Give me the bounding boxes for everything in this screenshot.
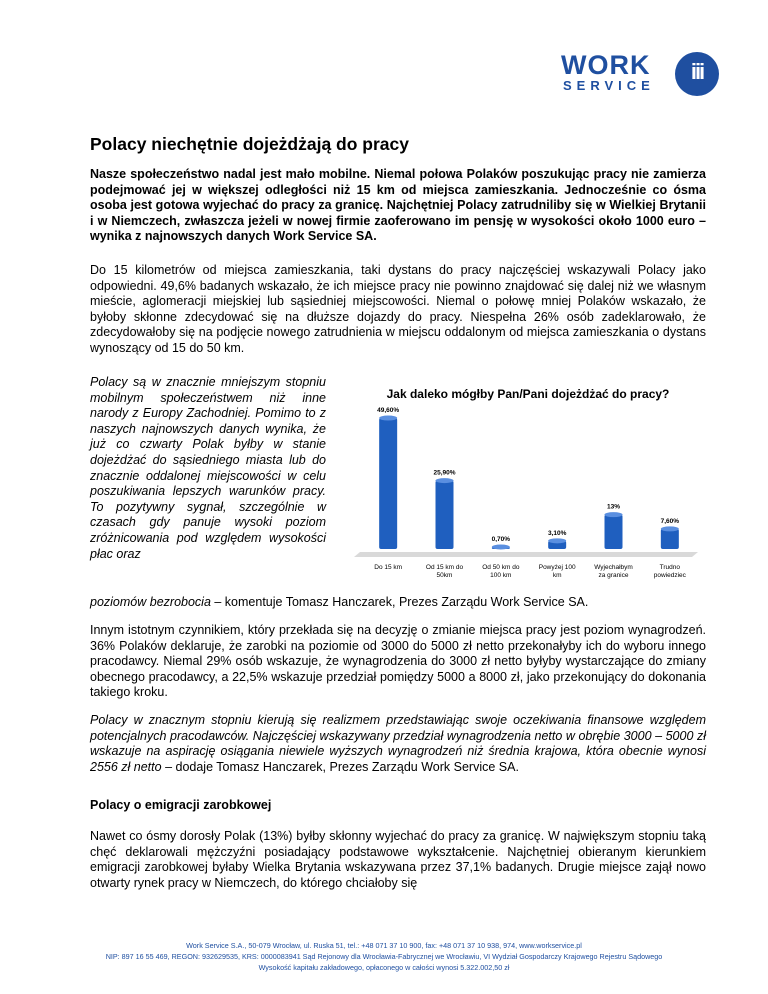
- chart-bar-top: [605, 512, 623, 517]
- paragraph-emigration: Nawet co ósmy dorosły Polak (13%) byłby skłonny wyjechać do pracy za granicę. W największym stopniu taką chęć deklarowali mężczyźni posiadający podstawowe wykształcenie. Najchętniej obieranym kierunkiem emigracji zarobkowej byłaby Wielka Brytania wskazywana przez 37,1% badanych. Drugie miejsce zajął nowo otwarty rynek pracy w Niemczech, do którego chciałoby się: [90, 829, 706, 890]
- chart-category-label: 50km: [436, 572, 453, 579]
- quote-chart-block: [90, 375, 706, 615]
- page-title: Polacy niechętnie dojeżdżają do pracy: [90, 134, 409, 154]
- chart-bar: [661, 529, 679, 549]
- distance-chart: [348, 379, 708, 589]
- chart-value-label: 49,60%: [377, 407, 400, 415]
- quote-continuation: [90, 595, 706, 611]
- logo-service-text: SERVICE: [563, 78, 655, 93]
- section-heading-emigration: Polacy o emigracji zarobkowej: [90, 798, 272, 812]
- logo-emblem-text: iii: [690, 59, 704, 84]
- chart-category-label: 100 km: [490, 572, 512, 579]
- footer-line-2: NIP: 897 16 55 469, REGON: 932629535, KRS: 0000083941 Sąd Rejonowy dla Wrocławia-Fabrycznej we Wrocławiu, VI Wydział Gospodarczy Krajowego Rejestru Sądowego: [105, 952, 663, 961]
- chart-bar-top: [492, 545, 510, 550]
- paragraph-distance: Do 15 kilometrów od miejsca zamieszkania, taki dystans do pracy najczęściej wskazywali Polacy jako odpowiedni. 49,6% badanych wskazało, że ich miejsce pracy nie powinno znajdować się dalej niż we własnym mieście, aglomeracji miejskiej lub sąsiedniej miejscowości. Niemal o połowę mniej Polaków wskazało, że byłoby skłonne zdecydować się na dłuższe dojazdy do pracy. Niespełna 26% osób zadeklarowało, że zdecydowałoby się na podjęcie nowego zatrudnienia w miejscu oddalonym od miejsca zamieszkania o dystans wynoszący od 15 do 50 km.: [90, 263, 706, 355]
- paragraph-quote-2: [90, 713, 706, 775]
- chart-category-label: Powyżej 100: [538, 564, 576, 571]
- chart-bar: [605, 515, 623, 549]
- chart-bar-top: [548, 538, 566, 543]
- footer-line-3: Wysokość kapitału zakładowego, opłaconego w całości wynosi 5.322.002,50 zł: [258, 963, 510, 972]
- quote-2-text: Polacy w znacznym stopniu kierują się realizmem przedstawiając swoje oczekiwania finansowe względem potencjalnych pracodawców. Najczęściej wskazywany przedział wynagrodzenia netto w obrębie 3000 – 5000 zł wskazuje na aspirację osiągania niewiele wyższych wynagrodzeń niż średnia krajowa, która obecnie wynosi 2556 zł netto: [90, 713, 706, 774]
- chart-category-label: Od 15 km do: [425, 564, 464, 571]
- chart-value-label: 7,60%: [660, 517, 680, 525]
- chart-category-label: Od 50 km do: [482, 564, 520, 571]
- lead-paragraph: Nasze społeczeństwo nadal jest mało mobilne. Niemal połowa Polaków poszukując pracy nie zamierza podejmować jej w większej odległości niż 15 km od miejsca zamieszkania. Jednocześnie co ósma osoba jest gotowa wyjechać do pracy za granicę. Najchętniej Polacy zatrudniliby się w Wielkiej Brytanii i w Niemczech, zwłaszcza jeżeli w nowej firmie zaoferowano im pensję w wysokości około 1000 euro – wynika z najnowszych danych Work Service SA.: [90, 167, 706, 244]
- logo-emblem-icon: [675, 52, 719, 96]
- chart-bar: [436, 481, 454, 549]
- chart-value-label: 25,90%: [433, 469, 456, 477]
- chart-bar: [379, 418, 397, 549]
- chart-category-label: km: [552, 572, 562, 579]
- quote-column: [90, 375, 326, 593]
- footer-line-1: Work Service S.A., 50-079 Wrocław, ul. Ruska 51, tel.: +48 071 37 10 900, fax: +48 071 37 10 938, 974, www.workservice.pl: [186, 941, 582, 950]
- chart-category-label: Wyjechałbym: [594, 564, 633, 571]
- chart-floor: [354, 552, 698, 557]
- logo-work-text: WORK: [561, 50, 651, 80]
- paragraph-salary: Innym istotnym czynnikiem, który przekłada się na decyzję o zmianie miejsca pracy jest poziom wynagrodzeń. 36% Polaków deklaruje, że zarobki na poziomie od 3000 do 5000 zł netto przekonałyby ich do wyboru innego pracodawcy. Niemal 29% osób wskazuje, że wynagrodzenia do 3000 zł netto byłyby wystarczające do zmiany obecnego pracodawcy, a 22,5% wskazuje przedział pomiędzy 5000 a 8000 zł, jako przekonujący do dokonania takiego kroku.: [90, 623, 706, 700]
- quote-end-text: poziomów bezrobocia: [90, 595, 211, 609]
- chart-bar-top: [379, 416, 397, 421]
- chart-value-label: 0,70%: [491, 536, 511, 543]
- chart-svg: [348, 379, 708, 589]
- quote-2-attribution: – dodaje Tomasz Hanczarek, Prezes Zarządu Work Service SA.: [161, 759, 519, 774]
- chart-value-label: 13%: [606, 503, 621, 511]
- chart-value-label: 3,10%: [547, 529, 567, 537]
- chart-title: Jak daleko mógłby Pan/Pani dojeżdżać do pracy?: [386, 387, 670, 401]
- work-service-logo: [561, 50, 721, 98]
- chart-category-label: za granice: [598, 572, 629, 579]
- quote-text: Polacy są w znacznie mniejszym stopniu mobilnym społeczeństwem niż inne narody z Europy Zachodniej. Pomimo to z naszych najnowszych danych wynika, że już co czwarty Polak byłby w stanie dojeżdżać do sąsiedniego miasta lub do znacznie oddalonej miejscowości w celu poszukiwania lepszych warunków pracy. To pozytywny sygnał, szczególnie w czasach gdy panuje wysoki poziom zróżnicowania pod względem wysokości płac oraz: [90, 375, 326, 561]
- chart-category-label: Do 15 km: [374, 564, 403, 571]
- chart-category-label: powiedziec: [653, 572, 686, 579]
- quote-attribution: – komentuje Tomasz Hanczarek, Prezes Zarządu Work Service SA.: [210, 595, 589, 609]
- page-footer: [0, 940, 768, 973]
- chart-category-label: Trudno: [659, 564, 681, 571]
- chart-bar-top: [661, 526, 679, 531]
- chart-bar-top: [436, 478, 454, 483]
